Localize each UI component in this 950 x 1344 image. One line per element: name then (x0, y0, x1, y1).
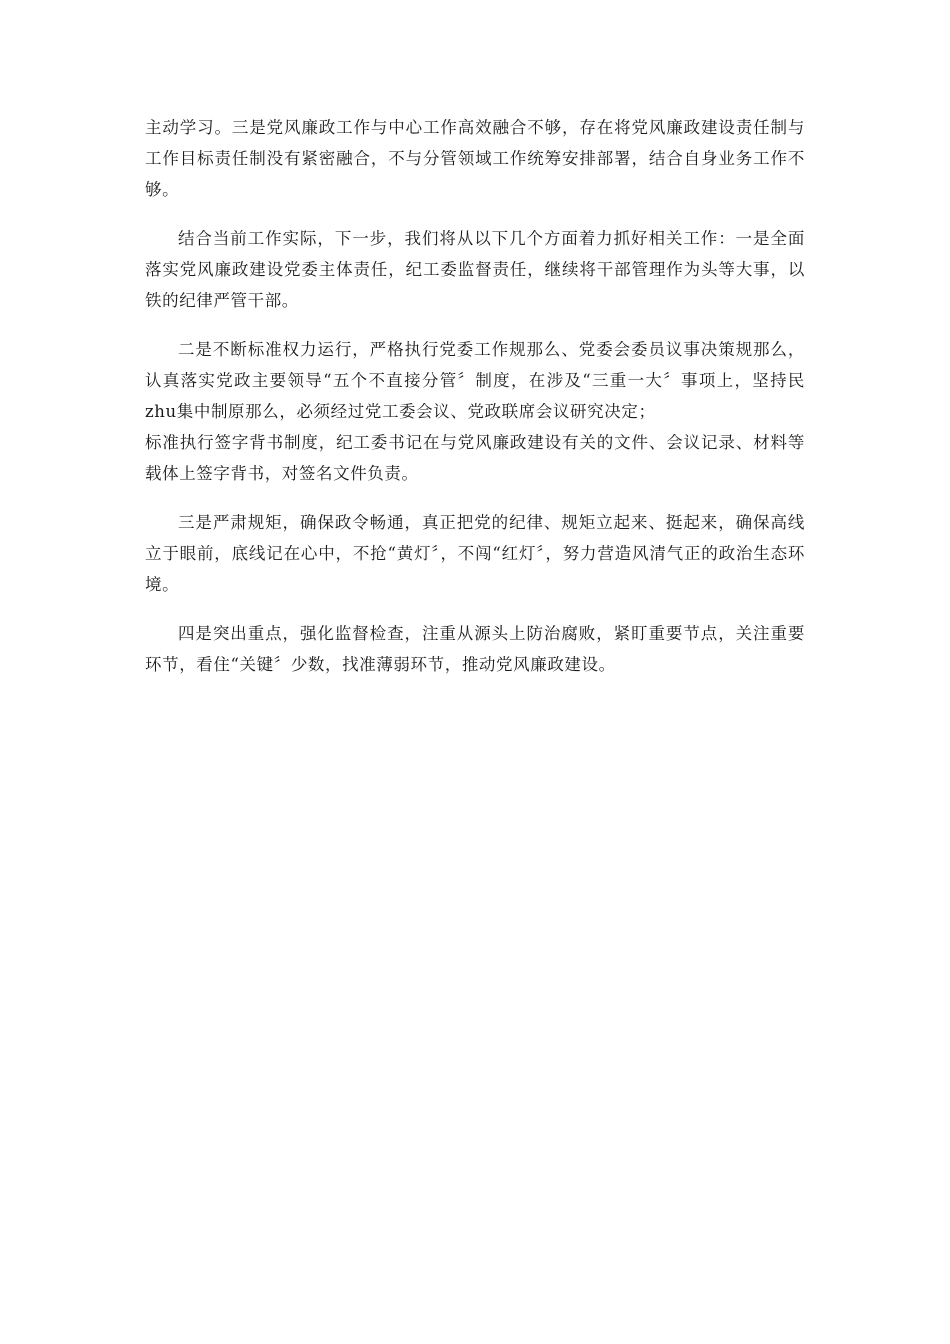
paragraph-next-steps: 结合当前工作实际，下一步，我们将从以下几个方面着力抓好相关工作：一是全面落实党风廉政建设党委主体责任，纪工委监督责任，继续将干部管理作为头等大事，以铁的纪律严管干部。 (145, 229, 805, 310)
document-body (145, 112, 805, 698)
paragraph-continuation: 主动学习。三是党风廉政工作与中心工作高效融合不够，存在将党风廉政建设责任制与工作目标责任制没有紧密融合，不与分管领域工作统筹安排部署，结合自身业务工作不够。 (145, 118, 805, 199)
paragraph-signature-endorsement: 标准执行签字背书制度，纪工委书记在与党风廉政建设有关的文件、会议记录、材料等载体上签字背书，对签名文件负责。 (145, 433, 805, 483)
paragraph-power-regulation: 二是不断标准权力运行，严格执行党委工作规那么、党委会委员议事决策规那么，认真落实党政主要领导“五个不直接分管〞制度，在涉及“三重一大〞事项上，坚持民zhu集中制原那么，必须经过党工委会议、党政联席会议研究决定； (145, 340, 805, 421)
paragraph-discipline: 三是严肃规矩，确保政令畅通，真正把党的纪律、规矩立起来、挺起来，确保高线立于眼前，底线记在心中，不抢“黄灯〞，不闯“红灯〞，努力营造风清气正的政治生态环境。 (145, 513, 805, 594)
paragraph-supervision: 四是突出重点，强化监督检查，注重从源头上防治腐败，紧盯重要节点，关注重要环节，看住“关键〞少数，找准薄弱环节，推动党风廉政建设。 (145, 624, 805, 674)
